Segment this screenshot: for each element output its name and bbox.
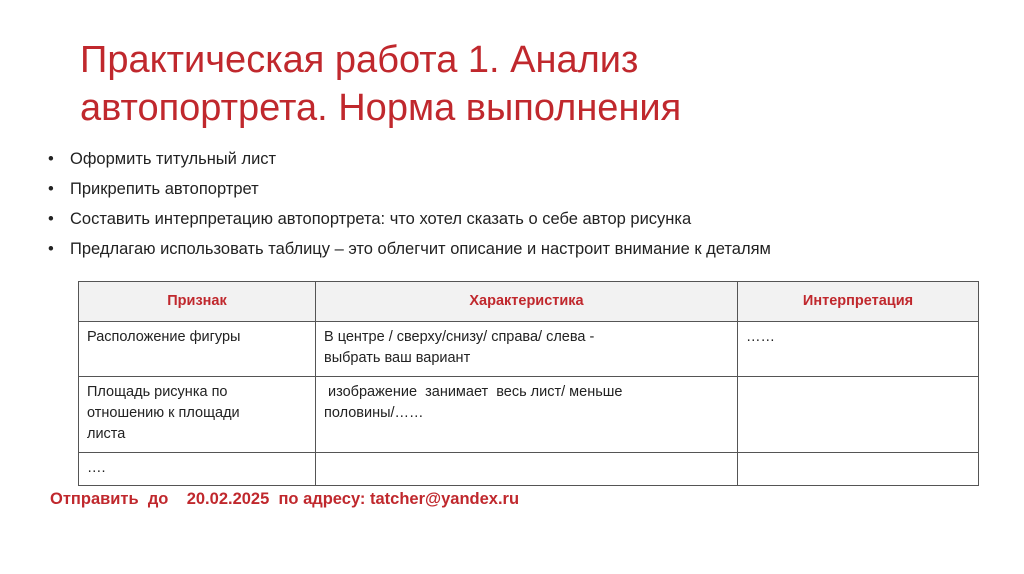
slide-title-line-2: автопортрета. Норма выполнения (80, 87, 682, 129)
analysis-table (78, 281, 979, 486)
requirement-item (48, 174, 771, 204)
requirement-item (48, 204, 771, 234)
cell-text: Площадь рисунка по (87, 384, 228, 400)
interpretation-cell (738, 322, 979, 377)
requirements-list (48, 144, 771, 264)
table-row (79, 377, 979, 453)
interpretation-cell (738, 453, 979, 486)
column-header-interpretation: Интерпретация (738, 282, 979, 322)
cell-text: В центре / сверху/снизу/ справа/ слева - (324, 329, 595, 345)
bullet-icon: • (48, 150, 54, 168)
feature-cell (79, 453, 316, 486)
feature-cell (79, 377, 316, 453)
bullet-icon: • (48, 180, 54, 198)
cell-text: …… (746, 329, 775, 345)
interpretation-cell (738, 377, 979, 453)
cell-text: …. (87, 460, 106, 476)
requirement-text: Составить интерпретацию автопортрета: что хотел сказать о себе автор рисунка (70, 210, 692, 228)
cell-text: выбрать ваш вариант (324, 350, 471, 366)
table-row (79, 322, 979, 377)
cell-text: половины/…… (324, 405, 424, 421)
characteristic-cell (316, 322, 738, 377)
requirement-item (48, 144, 771, 174)
characteristic-cell (316, 453, 738, 486)
feature-cell (79, 322, 316, 377)
cell-text: отношению к площади (87, 405, 240, 421)
requirement-text: Предлагаю использовать таблицу – это облегчит описание и настроит внимание к деталям (70, 240, 771, 258)
characteristic-cell (316, 377, 738, 453)
slide-title (80, 36, 960, 132)
cell-text: листа (87, 426, 126, 442)
requirement-text: Прикрепить автопортрет (70, 180, 259, 198)
requirement-item (48, 234, 771, 264)
deadline-text: Отправить до 20.02.2025 по адресу: tatcher@yandex.ru (50, 490, 520, 508)
requirement-text: Оформить титульный лист (70, 150, 277, 168)
cell-text: изображение занимает весь лист/ меньше (324, 384, 623, 400)
table-row (79, 453, 979, 486)
table-header-row (79, 282, 979, 322)
bullet-icon: • (48, 210, 54, 228)
cell-text: Расположение фигуры (87, 329, 241, 345)
bullet-icon: • (48, 240, 54, 258)
column-header-feature: Признак (79, 282, 316, 322)
column-header-characteristic: Характеристика (316, 282, 738, 322)
slide-title-line-1: Практическая работа 1. Анализ (80, 39, 639, 81)
